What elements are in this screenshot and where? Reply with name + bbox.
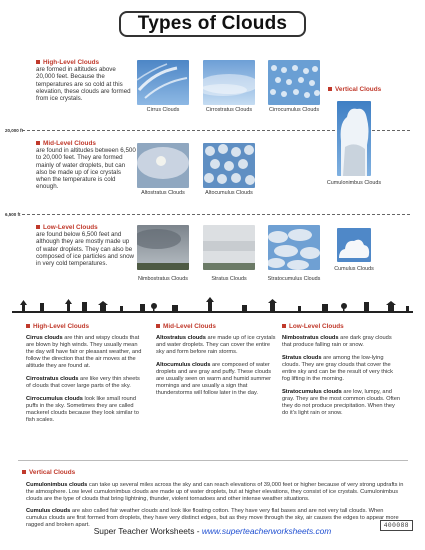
altitude-20000-label: 20,000 ft [5, 128, 24, 133]
footer-separator: - [194, 526, 202, 536]
worksheet-code: 400088 [380, 520, 413, 531]
altocumulus-paragraph: Altocumulus clouds are composed of water droplets and are gray and puffy. These clouds are usually seen on warm and humid summer mornings and are usually a sign that thunderstorms will follow later in the day. [156, 362, 272, 396]
low-level-description [36, 224, 136, 267]
altostratus-photo [137, 143, 189, 188]
cirrostratus-caption: Cirrostratus Clouds [205, 107, 253, 113]
high-level-description [36, 59, 136, 102]
vertical-clouds-label: Vertical Clouds [328, 86, 381, 93]
altostratus-caption: Altostratus Clouds [141, 190, 185, 196]
ground-skyline [12, 294, 413, 314]
bullet-icon [26, 324, 30, 328]
cirrus-paragraph: Cirrus clouds are thin and wispy clouds that are blown by high winds. They usually mean the day will have fair or pleasant weather, and follow the direction that the air moves at the altitude they are found at. [26, 335, 142, 369]
bullet-icon [156, 324, 160, 328]
cumulus-caption: Cumulus Clouds [334, 266, 374, 272]
cumulus-paragraph: Cumulus clouds are also called fair weather clouds and look like floating cotton. They have very flat bases and are not very tall clouds. When cumulus clouds are first formed from droplets, they have very distinct edges, but as they move through the sky, air causes the edges to appear more ragged and broken apart. [26, 508, 399, 528]
column-low-level [282, 323, 402, 423]
column-high-level [26, 323, 146, 430]
column-mid-heading: Mid-Level Clouds [156, 323, 276, 330]
cumulonimbus-paragraph: Cumulonimbus clouds can take up several miles across the sky and can reach elevations of 39,000 feet or higher because of very strong updrafts in the atmosphere. Low level cumulonimbus clouds are made up of water droplets, but at higher elevations, they consist of ice crystals. Cumulonimbus clouds are the type of clouds that bring lightning, thunder, violent tornadoes and other intense weather situations. [26, 482, 404, 502]
cirrocumulus-photo [268, 60, 320, 105]
high-level-text: are formed in altitudes above 20,000 feet. Because the temperatures are so cold at this elevation, these clouds are formed from ice crystals. [36, 66, 131, 103]
bullet-icon [282, 324, 286, 328]
nimbostratus-photo [137, 225, 189, 270]
cirrocumulus-paragraph: Cirrocumulus clouds look like small round puffs in the sky. Sometimes they are called mackerel clouds because they look similar to fish scales. [26, 396, 139, 423]
vertical-section-heading: Vertical Clouds [22, 469, 406, 476]
cumulonimbus-photo [337, 101, 371, 176]
stratus-paragraph: Stratus clouds are among the low-lying clouds. They are gray clouds that cover the entire sky and can be the result of very thick fog lifting in the morning. [282, 355, 393, 382]
stratocumulus-paragraph: Stratocumulus clouds are low, lumpy, and gray. They are the most common clouds. Often they do not produce precipitation. When they do it's light rain or snow. [282, 389, 401, 416]
bullet-icon [328, 87, 332, 91]
mid-level-description [36, 140, 136, 190]
bullet-icon [36, 60, 40, 64]
altitude-6500-label: 6,500 ft [5, 212, 21, 217]
altostratus-paragraph: Altostratus clouds are made up of ice crystals and water droplets. They can cover the entire sky and form before rain storms. [156, 335, 276, 355]
stratocumulus-photo [268, 225, 320, 270]
title-box [119, 11, 306, 37]
high-level-heading: High-Level Clouds [36, 59, 136, 66]
mid-level-text: are found in altitudes between 6,500 to 20,000 feet. They are formed mainly of water droplets, but can also be made up of ice crystals when the temperature is cold enough. [36, 147, 136, 191]
low-level-text: are found below 6,500 feet and although they are mostly made up of water droplets. They can also be composed of ice particles and snow in very cold temperatures. [36, 231, 135, 268]
nimbostratus-paragraph: Nimbostratus clouds are dark gray clouds that produce falling rain or snow. [282, 335, 392, 348]
bullet-icon [22, 470, 26, 474]
vertical-clouds-section [26, 469, 406, 534]
altitude-line-6500 [22, 214, 410, 215]
column-low-heading: Low-Level Clouds [282, 323, 402, 330]
cirrus-caption: Cirrus Clouds [146, 107, 180, 113]
page-title: Types of Clouds [137, 13, 288, 34]
cumulus-photo [337, 228, 371, 262]
column-mid-level [156, 323, 276, 403]
footer-brand: Super Teacher Worksheets [93, 526, 195, 536]
stratocumulus-caption: Stratocumulus Clouds [267, 276, 321, 282]
stratus-photo [203, 225, 255, 270]
column-high-heading: High-Level Clouds [26, 323, 146, 330]
cirrocumulus-caption: Cirrocumulus Clouds [268, 107, 320, 113]
low-level-heading: Low-Level Clouds [36, 224, 136, 231]
section-divider [18, 460, 408, 461]
bullet-icon [36, 141, 40, 145]
stratus-caption: Stratus Clouds [211, 276, 247, 282]
nimbostratus-caption: Nimbostratus Clouds [137, 276, 189, 282]
cumulonimbus-caption: Cumulonimbus Clouds [326, 180, 382, 186]
bullet-icon [36, 225, 40, 229]
cirrostratus-paragraph: Cirrostratus clouds are like very thin sheets of clouds that cover large parts of the sky. [26, 376, 140, 389]
mid-level-heading: Mid-Level Clouds [36, 140, 136, 147]
cirrostratus-photo [203, 60, 255, 105]
footer [0, 526, 425, 536]
altocumulus-caption: Altocumulus Clouds [205, 190, 253, 196]
cirrus-photo [137, 60, 189, 105]
footer-url[interactable]: www.superteacherworksheets.com [201, 526, 332, 536]
altocumulus-photo [203, 143, 255, 188]
